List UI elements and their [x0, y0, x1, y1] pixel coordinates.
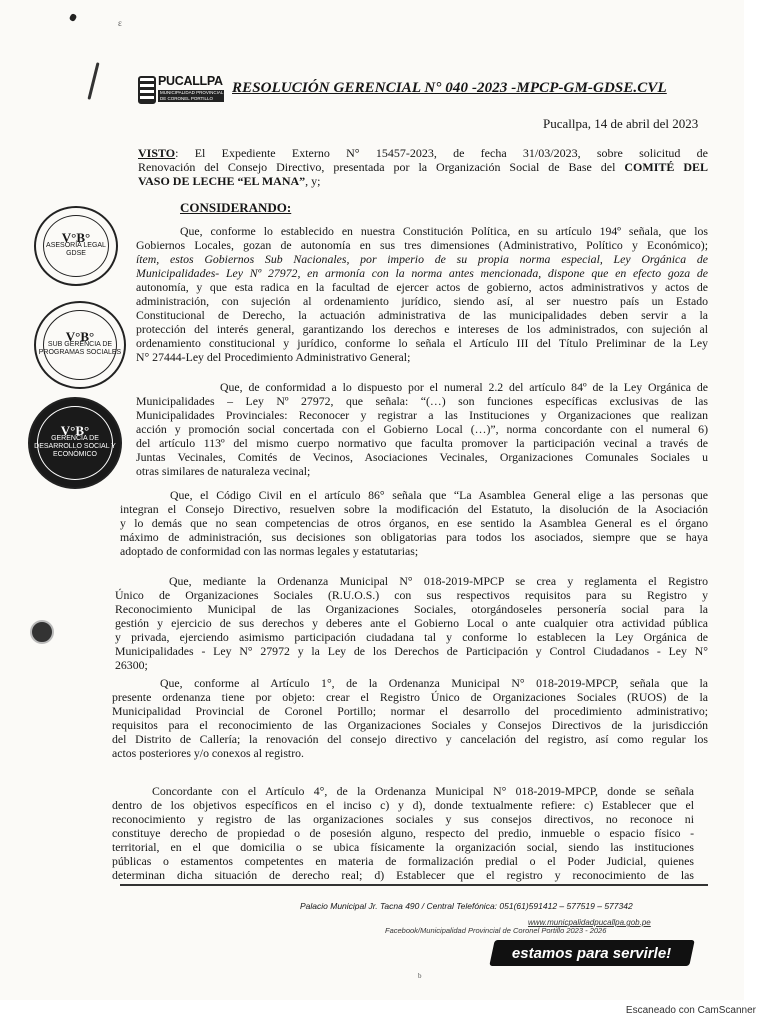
- scanner-credit: Escaneado con CamScanner: [625, 1005, 756, 1016]
- page-margin-right: [744, 0, 768, 1024]
- footer-website-link[interactable]: www.municpalidadpucallpa.gob.pe: [528, 918, 651, 927]
- stamp-text: GERENCIA DE DESARROLLO SOCIAL Y ECONÓMICO: [34, 435, 116, 458]
- approval-stamp-legal: [34, 206, 118, 286]
- stamp-text: ASESORÍA LEGAL GDSE: [46, 242, 106, 257]
- document-date: Pucallpa, 14 de abril del 2023: [543, 116, 699, 131]
- slogan-text: estamos para servirle!: [512, 944, 672, 962]
- scan-speck-small: ε: [118, 18, 122, 28]
- visto-section: [138, 146, 708, 188]
- paragraph-4: Que, mediante la Ordenanza Municipal N° 018-2019-MPCP se crea y reglamenta el Registro Único de Organizaciones Sociales (R.U.O.S.) con sus respectivos requisitos para su Registro y Reconocimiento Municipal de las Organizaciones Sociales, otorgándoseles personería social para la gestión y ejercicio de sus derechos y deberes ante el Gobierno Local o ante cualquier otra actividad pública y privada, ejerciendo asimismo participación ciudadana tal y conforme lo establecen la Ley Orgánica de Municipalidades - Ley N° 27972 y la Ley de los Derechos de Participación y Control Ciudadanos - Ley N° 26300;: [115, 574, 708, 672]
- paragraph-5: Que, conforme al Artículo 1°, de la Ordenanza Municipal N° 018-2019-MPCP, señala que la presente ordenanza tiene por objeto: crear el Registro Único de Organizaciones Sociales (RUOS) de la Municipalidad Provincial de Coronel Portillo; normar el desarrollo del procedimiento administrativo; requisitos para el reconocimiento de las Organizaciones Sociales y Consejos Directivos de la jurisdicción del Distrito de Callería; la renovación del consejo directivo y cancelación del registro, así como regular los actos posteriores y/o conexos al registro.: [112, 676, 708, 760]
- paragraph-2: Que, de conformidad a lo dispuesto por el numeral 2.2 del artículo 84º de la Ley Orgánica de Municipalidades – Ley Nº 27972, que señala: “(…) son funciones específicas exclusivas de las Municipalidades Provinciales: Reconocer y registrar a las Instituciones y Organizaciones que realizan acción y promoción social concertada con el Gobierno Local (…)”, norma concordante con el numeral 6) del artículo 113º del mismo cuerpo normativo que faculta promover la participación vecinal a través de Juntas Vecinales, Comités de Vecinos, Asociaciones Vecinales, Organizaciones Comunales Sociales u otras similares de naturaleza vecinal;: [136, 380, 708, 478]
- paragraph-3: Que, el Código Civil en el artículo 86° señala que “La Asamblea General elige a las personas que integran el Consejo Directivo, resuelven sobre la modificación del Estatuto, la disolución de la Asociación y lo demás que no sean competencias de otros órganos, en ese sentido la Asamblea General es el órgano máximo de administración, sus decisiones son obligatorias para todos los asociados, siempre que se haya adoptado de conformidad con las normas legales y estatutarias;: [120, 488, 708, 558]
- visto-label: VISTO: [138, 146, 176, 160]
- paragraph-6: Concordante con el Artículo 4°, de la Ordenanza Municipal N° 018-2019-MPCP, donde se señala dentro de los objetivos específicos en el inciso c) y d), donde textualmente refiere: c) Establecer que el reconocimiento y registro de las organizaciones sociales y sus consejos directivos, no reconoce ni constituye derecho de propiedad o de posesión alguno, respecto del predio, inmueble o espacio físico - territorial, en el que domicilia o se ubica físicamente la organización social, siendo las instituciones públicas o estamentos competentes en materia de formalización predial o el Poder Judicial, quienes determinan dicha situación de derecho real; d) Establecer que el registro y reconocimiento de las: [112, 784, 694, 882]
- pen-mark: [87, 62, 99, 100]
- punch-hole-mark: [30, 620, 54, 644]
- logo-name: PUCALLPA: [158, 74, 223, 88]
- stamp-vb: V°B°: [61, 230, 91, 245]
- stamp-vb: V°B°: [60, 423, 90, 438]
- municipality-logo: [138, 76, 226, 106]
- footer-address: Palacio Municipal Jr. Tacna 490 / Central Telefónica: 051(61)591412 – 577519 – 577342: [300, 901, 633, 911]
- visto-line-2: Renovación del Consejo Directivo, presentada por la Organización Social de Base del COMITÉ DEL: [138, 160, 708, 174]
- visto-line-1: VISTO: El Expediente Externo N° 15457-2023, de fecha 31/03/2023, sobre solicitud de: [138, 146, 708, 160]
- stamp-text: SUB GERENCIA DE PROGRAMAS SOCIALES: [38, 341, 122, 356]
- logo-subtitle: MUNICIPALIDAD PROVINCIAL DE CORONEL PORTILLO: [160, 90, 224, 101]
- considerando-heading: CONSIDERANDO:: [180, 200, 292, 215]
- footer-divider: [120, 884, 708, 886]
- resolution-title: RESOLUCIÓN GERENCIAL N° 040 -2023 -MPCP-GM-GDSE.CVL: [232, 80, 667, 96]
- visto-line-3: VASO DE LECHE “EL MANA”, y;: [138, 174, 321, 188]
- stamp-vb: V°B°: [65, 329, 95, 344]
- scan-speck: [69, 13, 78, 22]
- paragraph-1: Que, conforme lo establecido en nuestra Constitución Política, en su artículo 194º señala, que los Gobiernos Locales, gozan de autonomía en sus tres dimensiones (Administrativo, Político y Económico); ítem, estos Gobiernos Sub Nacionales, por imperio de su propia norma especial, Ley Orgánica de Municipalidades- Ley Nº 27972, en armonía con la norma antes mencionada, dispone que en efecto goza de autonomía, y que esta radica en la facultad de ejercer actos de gobierno, actos administrativos y actos de administración, con sujeción al ordenamiento jurídico, siendo así, al ser nuestro país un Estado Constitucional de Derecho, la actuación administrativa de las municipalidades deben servir a la protección del interés general, garantizando los derechos e intereses de los administrados, con sujeción al ordenamiento constitucional y jurídico, conforme lo señala el Artículo III del Título Preliminar de la Ley N° 27444-Ley del Procedimiento Administrativo General;: [136, 224, 708, 364]
- footer-facebook: Facebook/Municipalidad Provincial de Coronel Portillo 2023 - 2026: [385, 926, 607, 935]
- approval-stamp-social-programs: [34, 301, 126, 389]
- municipality-emblem-icon: [138, 76, 156, 104]
- scan-speck-bottom: b: [418, 972, 422, 980]
- footer-slogan-banner: [489, 940, 695, 966]
- approval-stamp-social-development: [28, 397, 122, 489]
